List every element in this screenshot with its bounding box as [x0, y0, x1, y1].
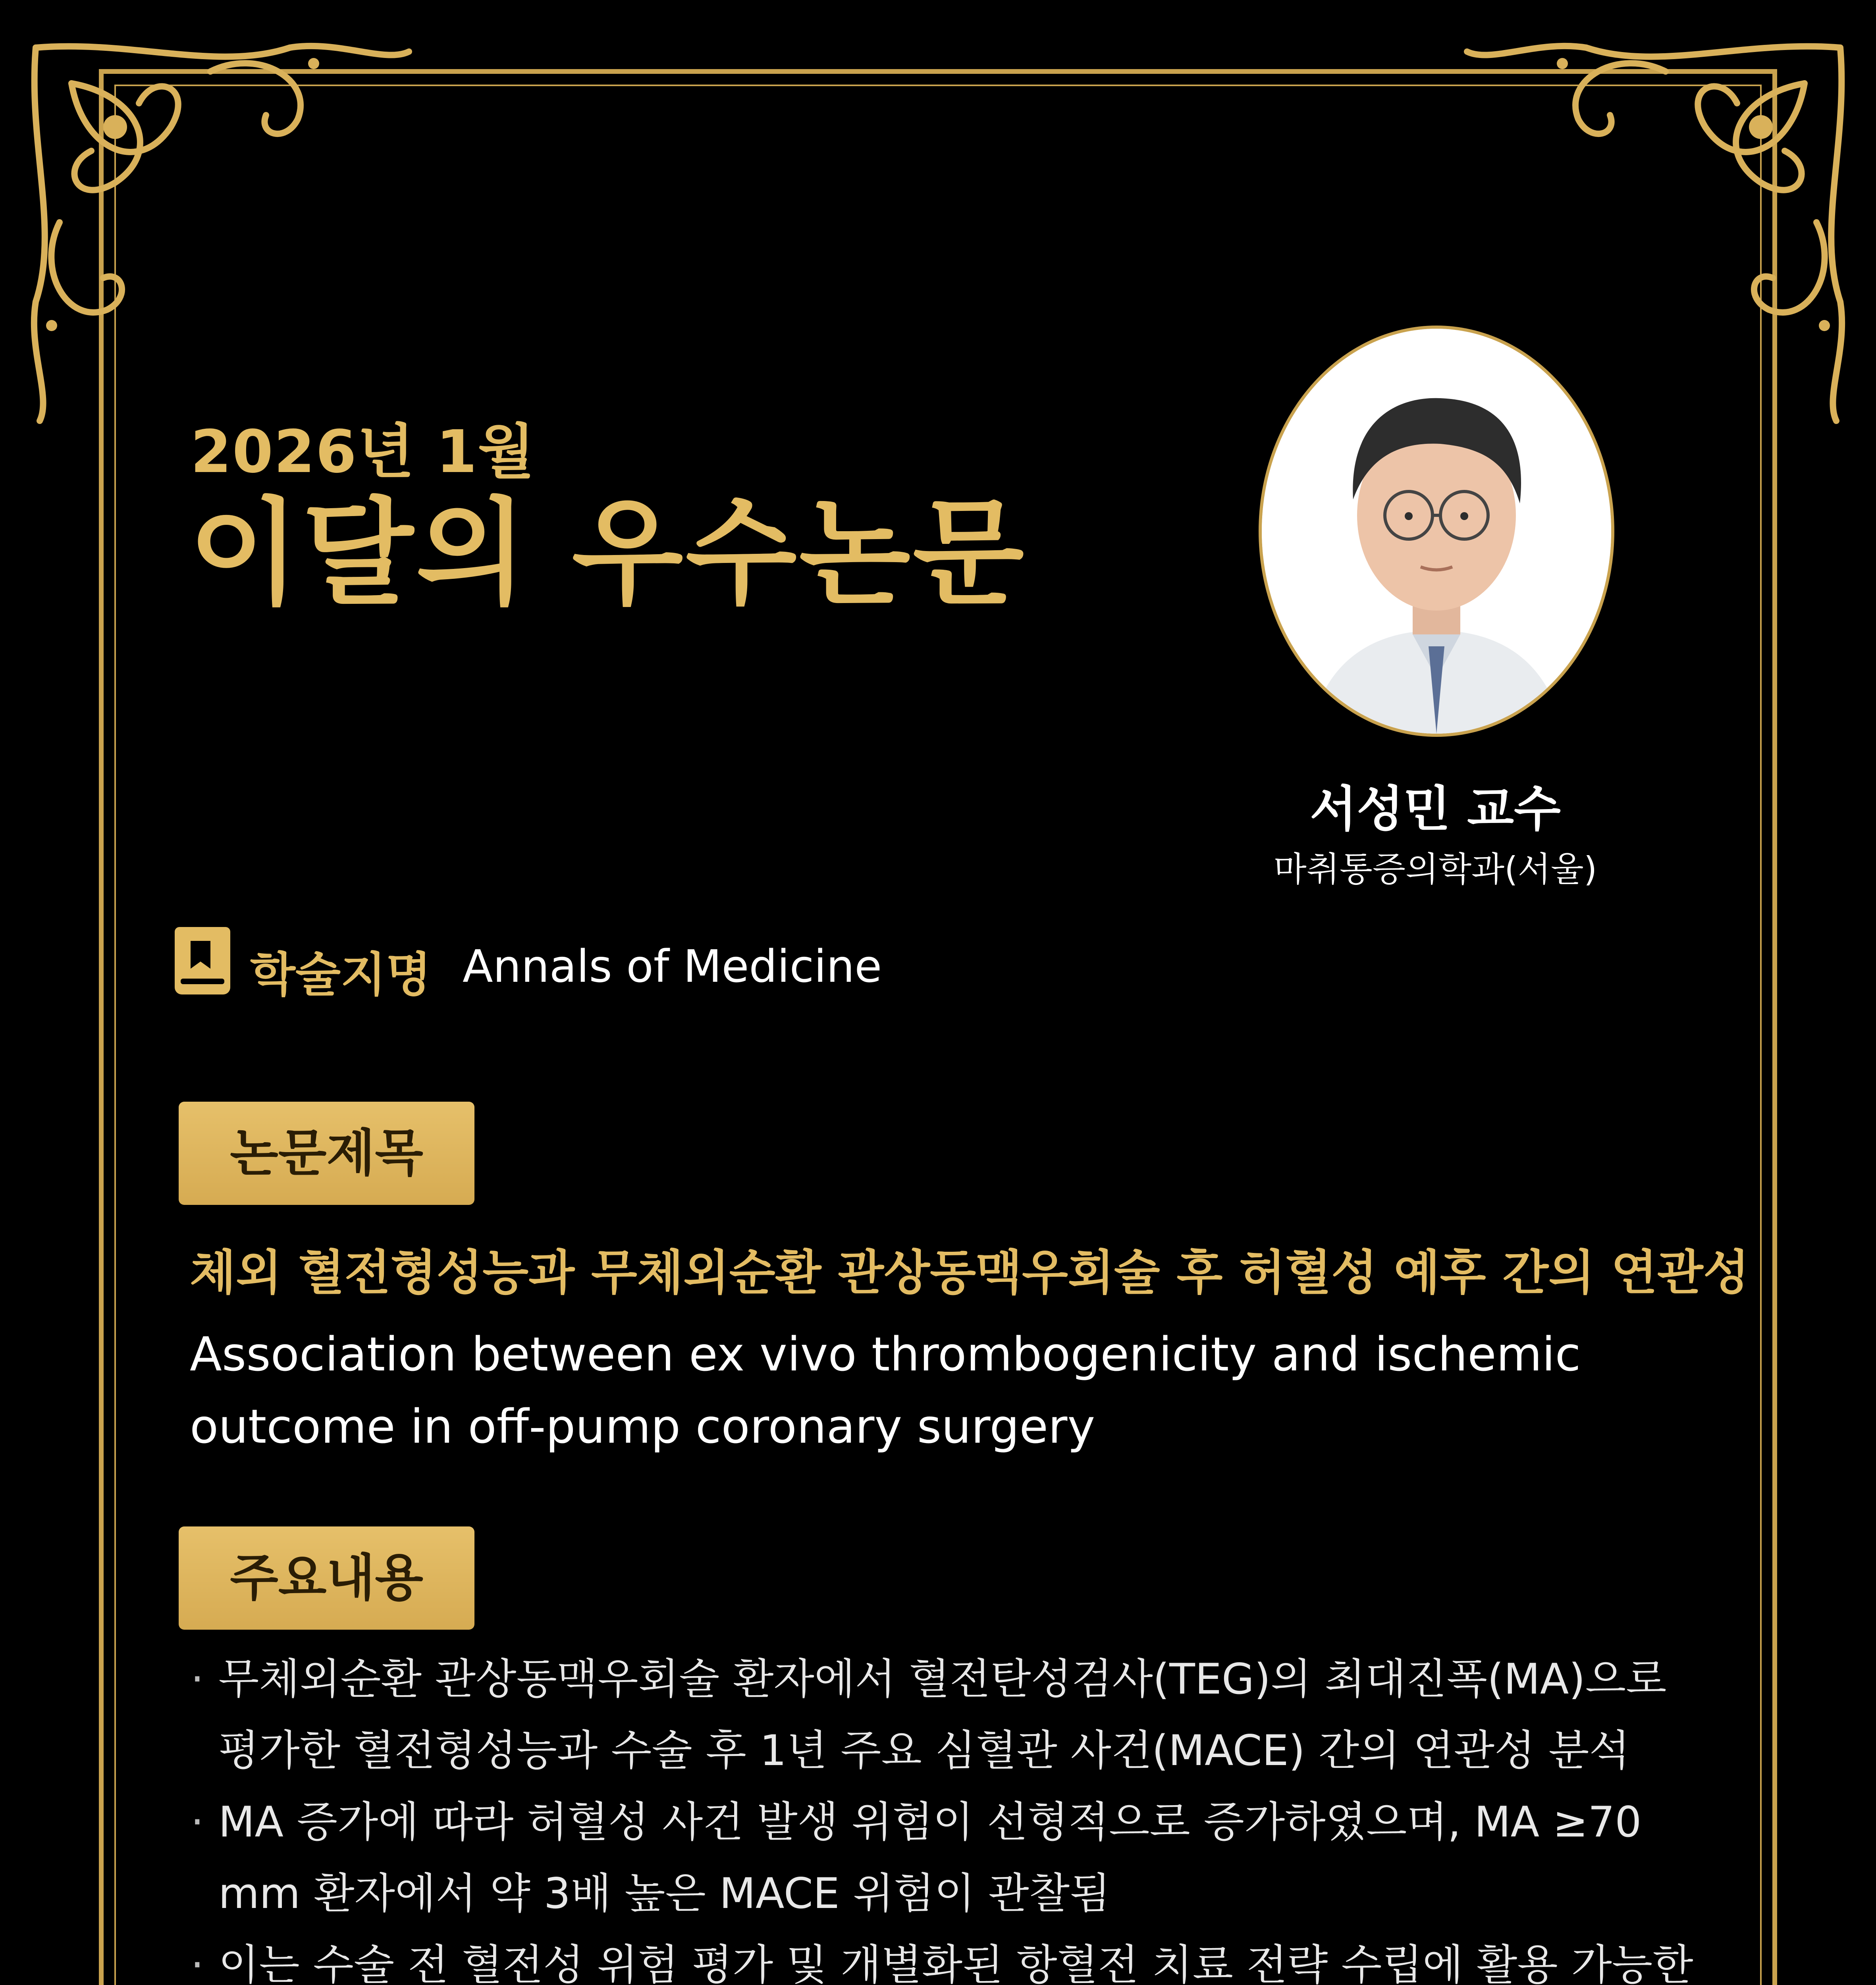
summary-item-text: 이는 수술 전 혈전성 위험 평가 및 개별화된 항혈전 치료 전략 수립에 활용 가능한: [218, 1941, 1693, 1985]
summary-item-text: MA 증가에 따라 허혈성 사건 발생 위험이 선형적으로 증가하였으며, MA ≥70 mm 환자에서 약 3배 높은 MACE 위험이 관찰됨: [218, 1798, 1642, 1918]
summary-item: [191, 1786, 1699, 1929]
paper-title-english: Association between ex vivo thrombogenicity and ischemic outcome in off-pump coronary surgery: [190, 1327, 1581, 1454]
summary-item: [191, 1644, 1699, 1786]
summary-item-text: 무체외순환 관상동맥우회술 환자에서 혈전탄성검사(TEG)의 최대진폭(MA)으로 평가한 혈전형성능과 수술 후 1년 주요 심혈관 사건(MACE) 간의 연관성 분석: [218, 1655, 1667, 1775]
journal-name: Annals of Medicine: [463, 941, 882, 992]
summary-list: [191, 1644, 1699, 1985]
professor-department: 마취통증의학과(서울): [1273, 850, 1597, 889]
paper-title-korean: 체외 혈전형성능과 무체외순환 관상동맥우회술 후 허혈성 예후 간의 연관성: [190, 1245, 1749, 1301]
award-month: 2026년 1월: [191, 418, 536, 486]
book-icon: [173, 925, 232, 996]
page-title: 이달의 우수논문: [189, 487, 1026, 621]
professor-name: 서성민 교수: [1310, 781, 1561, 837]
avatar: [1262, 329, 1611, 734]
professor-portrait: [1259, 326, 1614, 737]
journal-label: 학술지명: [250, 947, 431, 1002]
bullet-dot-icon: ·: [191, 1655, 204, 1704]
bullet-dot-icon: ·: [191, 1798, 204, 1846]
bullet-dot-icon: ·: [191, 1941, 204, 1985]
summary-item: [191, 1929, 1699, 1985]
summary-badge: 주요내용: [179, 1526, 474, 1630]
paper-title-badge: 논문제목: [179, 1102, 474, 1205]
